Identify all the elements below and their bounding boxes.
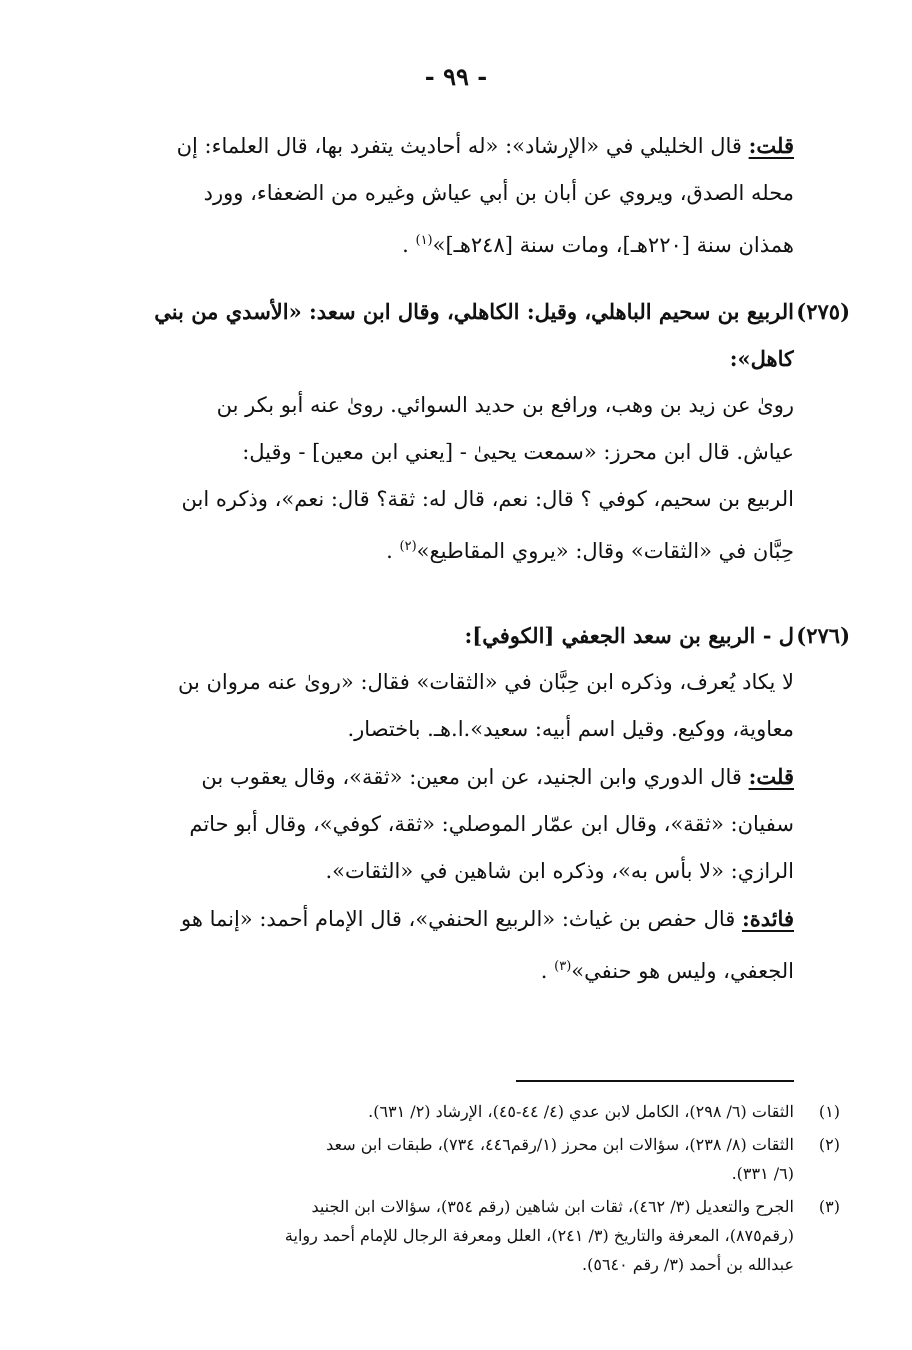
text-span: قال الدوري وابن الجنيد، عن ابن معين: «ثقة»، وقال يعقوب بن	[201, 765, 749, 789]
keyword-faidah: فائدة:	[741, 906, 794, 931]
footnote-line: (٦/ ٣٣١).	[731, 1164, 794, 1183]
text-span: .	[540, 959, 548, 983]
footnote-ref[interactable]: (١)	[415, 233, 433, 248]
text-line: روىٰ عن زيد بن وهب، ورافع بن حديد السوائي. روىٰ عنه أبو بكر بن	[216, 393, 794, 417]
entry-heading: ل - الربيع بن سعد الجعفي [الكوفي]:	[464, 623, 794, 648]
paragraph-qultu-1	[112, 122, 794, 269]
footnote-line: عبدالله بن أحمد (٣/ رقم ٥٦٤٠).	[582, 1255, 794, 1274]
footnote-line: الثقات (٦/ ٢٩٨)، الكامل لابن عدي (٤/ ٤٤-٤٥)، الإرشاد (٢/ ٦٣١).	[368, 1102, 794, 1121]
text-line: معاوية، ووكيع. وقيل اسم أبيه: سعيد».ا.هـ. باختصار.	[347, 717, 794, 741]
entry-275	[112, 288, 850, 575]
text-span: .	[402, 233, 409, 257]
footnote-2	[112, 1130, 840, 1188]
text-span: همذان سنة [٢٢٠هـ]، ومات سنة [٢٤٨هـ]»	[432, 233, 794, 257]
keyword-qultu: قلت:	[748, 764, 794, 789]
text-line	[112, 122, 794, 170]
text-span: .	[386, 539, 393, 563]
footnote-ref[interactable]: (٣)	[554, 959, 572, 974]
entry-heading: الربيع بن سحيم الباهلي، وقيل: الكاهلي، وقال ابن سعد: «الأسدي من بني	[154, 299, 794, 324]
text-span: قال الخليلي في «الإرشاد»: «له أحاديث يتفرد بها، قال العلماء: إن	[176, 134, 749, 158]
footnote-number: (٣)	[818, 1197, 840, 1216]
keyword-qultu: قلت:	[748, 133, 794, 158]
footnote-1	[112, 1097, 840, 1126]
text-line	[112, 523, 794, 575]
footnote-number: (٢)	[818, 1135, 840, 1154]
text-line: محله الصدق، ويروي عن أبان بن أبي عياش وغيره من الضعفاء، وورد	[203, 181, 794, 205]
page-number: - ٩٩ -	[424, 62, 488, 91]
text-span: الجعفي، وليس هو حنفي»	[571, 959, 794, 983]
text-span: حِبَّان في «الثقات» وقال: «يروي المقاطيع»	[416, 539, 794, 563]
text-line	[112, 943, 794, 995]
footnote-line: الثقات (٨/ ٢٣٨)، سؤالات ابن محرز (١/رقم٤٤٦، ٧٣٤)، طبقات ابن سعد	[326, 1135, 794, 1154]
text-line: لا يكاد يُعرف، وذكره ابن حِبَّان في «الثقات» فقال: «روىٰ عنه مروان بن	[177, 670, 794, 694]
footnote-line: (رقم٨٧٥)، المعرفة والتاريخ (٣/ ٢٤١)، العلل ومعرفة الرجال للإمام أحمد رواية	[284, 1226, 794, 1245]
footnote-3	[112, 1192, 840, 1279]
entry-number: (٢٧٦)	[796, 623, 850, 648]
entry-heading: كاهل»:	[729, 346, 794, 371]
text-line	[112, 217, 794, 269]
text-line	[112, 895, 794, 943]
text-span: قال حفص بن غياث: «الربيع الحنفي»، قال الإمام أحمد: «إنما هو	[180, 907, 742, 931]
text-line: سفيان: «ثقة»، وقال ابن عمّار الموصلي: «ثقة، كوفي»، وقال أبو حاتم	[189, 812, 794, 836]
entry-number: (٢٧٥)	[796, 299, 850, 324]
text-line: الرازي: «لا بأس به»، وذكره ابن شاهين في «الثقات».	[325, 859, 794, 883]
footnote-number: (١)	[818, 1102, 840, 1121]
text-line: الربيع بن سحيم، كوفي ؟ قال: نعم، قال له: ثقة؟ قال: نعم»، وذكره ابن	[181, 487, 794, 511]
footnote-divider	[516, 1080, 794, 1082]
text-line: عياش. قال ابن محرز: «سمعت يحيىٰ - [يعني ابن معين] - وقيل:	[242, 440, 794, 464]
footnote-line: الجرح والتعديل (٣/ ٤٦٢)، ثقات ابن شاهين (رقم ٣٥٤)، سؤالات ابن الجنيد	[311, 1197, 794, 1216]
text-line	[112, 753, 794, 801]
entry-276	[112, 612, 850, 995]
footnote-ref[interactable]: (٢)	[399, 539, 417, 554]
